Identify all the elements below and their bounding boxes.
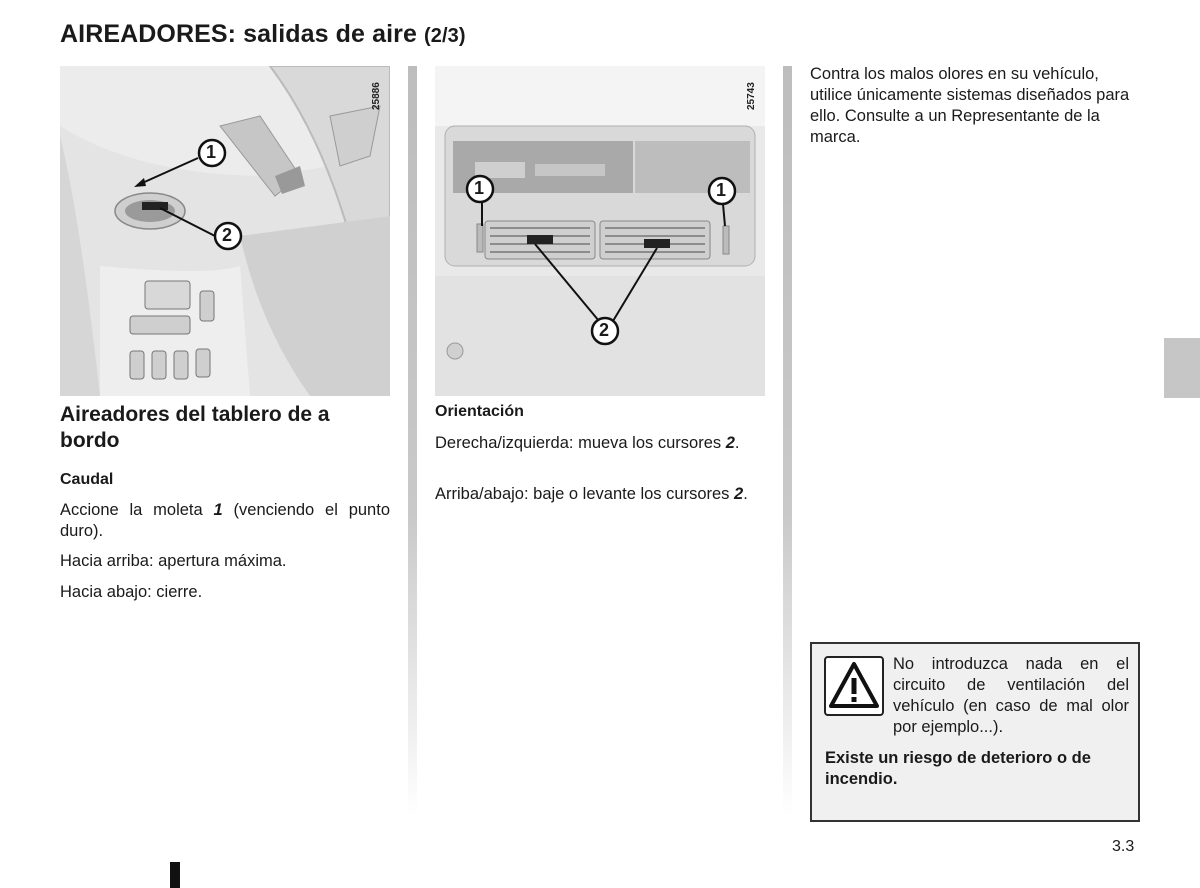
reference-number: 1 bbox=[213, 501, 223, 519]
callout-1: 1 bbox=[206, 142, 217, 162]
callout-2: 2 bbox=[599, 320, 610, 340]
column-separator bbox=[408, 66, 417, 816]
paragraph: Hacia abajo: cierre. bbox=[60, 583, 203, 601]
chapter-tab bbox=[1164, 338, 1200, 398]
paragraph: Arriba/abajo: baje o levante los cursores 2. bbox=[435, 485, 748, 503]
illustration-middle bbox=[435, 66, 765, 396]
callout-1: 1 bbox=[716, 180, 727, 200]
column-separator bbox=[783, 66, 792, 816]
reference-number: 2 bbox=[725, 434, 735, 452]
warning-text: No introduzca nada en el circuito de ventilación del vehículo (en caso de mal olor por ejemplo...). bbox=[893, 655, 1129, 736]
page-title-part: (2/3) bbox=[424, 25, 466, 47]
reference-number: 2 bbox=[734, 485, 744, 503]
paragraph: Contra los malos olores en su vehículo, utilice únicamente sistemas diseñados para ello. Consulte a un Representante de la marca. bbox=[810, 65, 1130, 146]
figure-code: 25743 bbox=[746, 82, 757, 110]
warning-bold-text: Existe un riesgo de deterioro o de incendio. bbox=[825, 749, 1091, 788]
paragraph: Hacia arriba: apertura máxima. bbox=[60, 552, 287, 570]
print-mark bbox=[170, 862, 180, 888]
warning-triangle-icon bbox=[824, 656, 884, 716]
page-title: AIREADORES: salidas de aire (2/3) bbox=[60, 20, 466, 48]
figure-code: 25886 bbox=[371, 82, 382, 110]
paragraph: Derecha/izquierda: mueva los cursores 2. bbox=[435, 434, 740, 452]
figure-dashboard-vent-left bbox=[60, 66, 390, 396]
callout-2: 2 bbox=[222, 225, 233, 245]
section-heading: Aireadores del tablero de a bordo bbox=[60, 403, 330, 452]
figure-dashboard-vent-center bbox=[435, 66, 765, 396]
paragraph: Accione la moleta 1 (venciendo el punto duro). bbox=[60, 501, 390, 540]
callout-1: 1 bbox=[474, 178, 485, 198]
page-number: 3.3 bbox=[1112, 838, 1135, 855]
subheading-orientacion: Orientación bbox=[435, 403, 524, 420]
warning-box bbox=[810, 642, 1140, 822]
subheading-caudal: Caudal bbox=[60, 471, 114, 488]
